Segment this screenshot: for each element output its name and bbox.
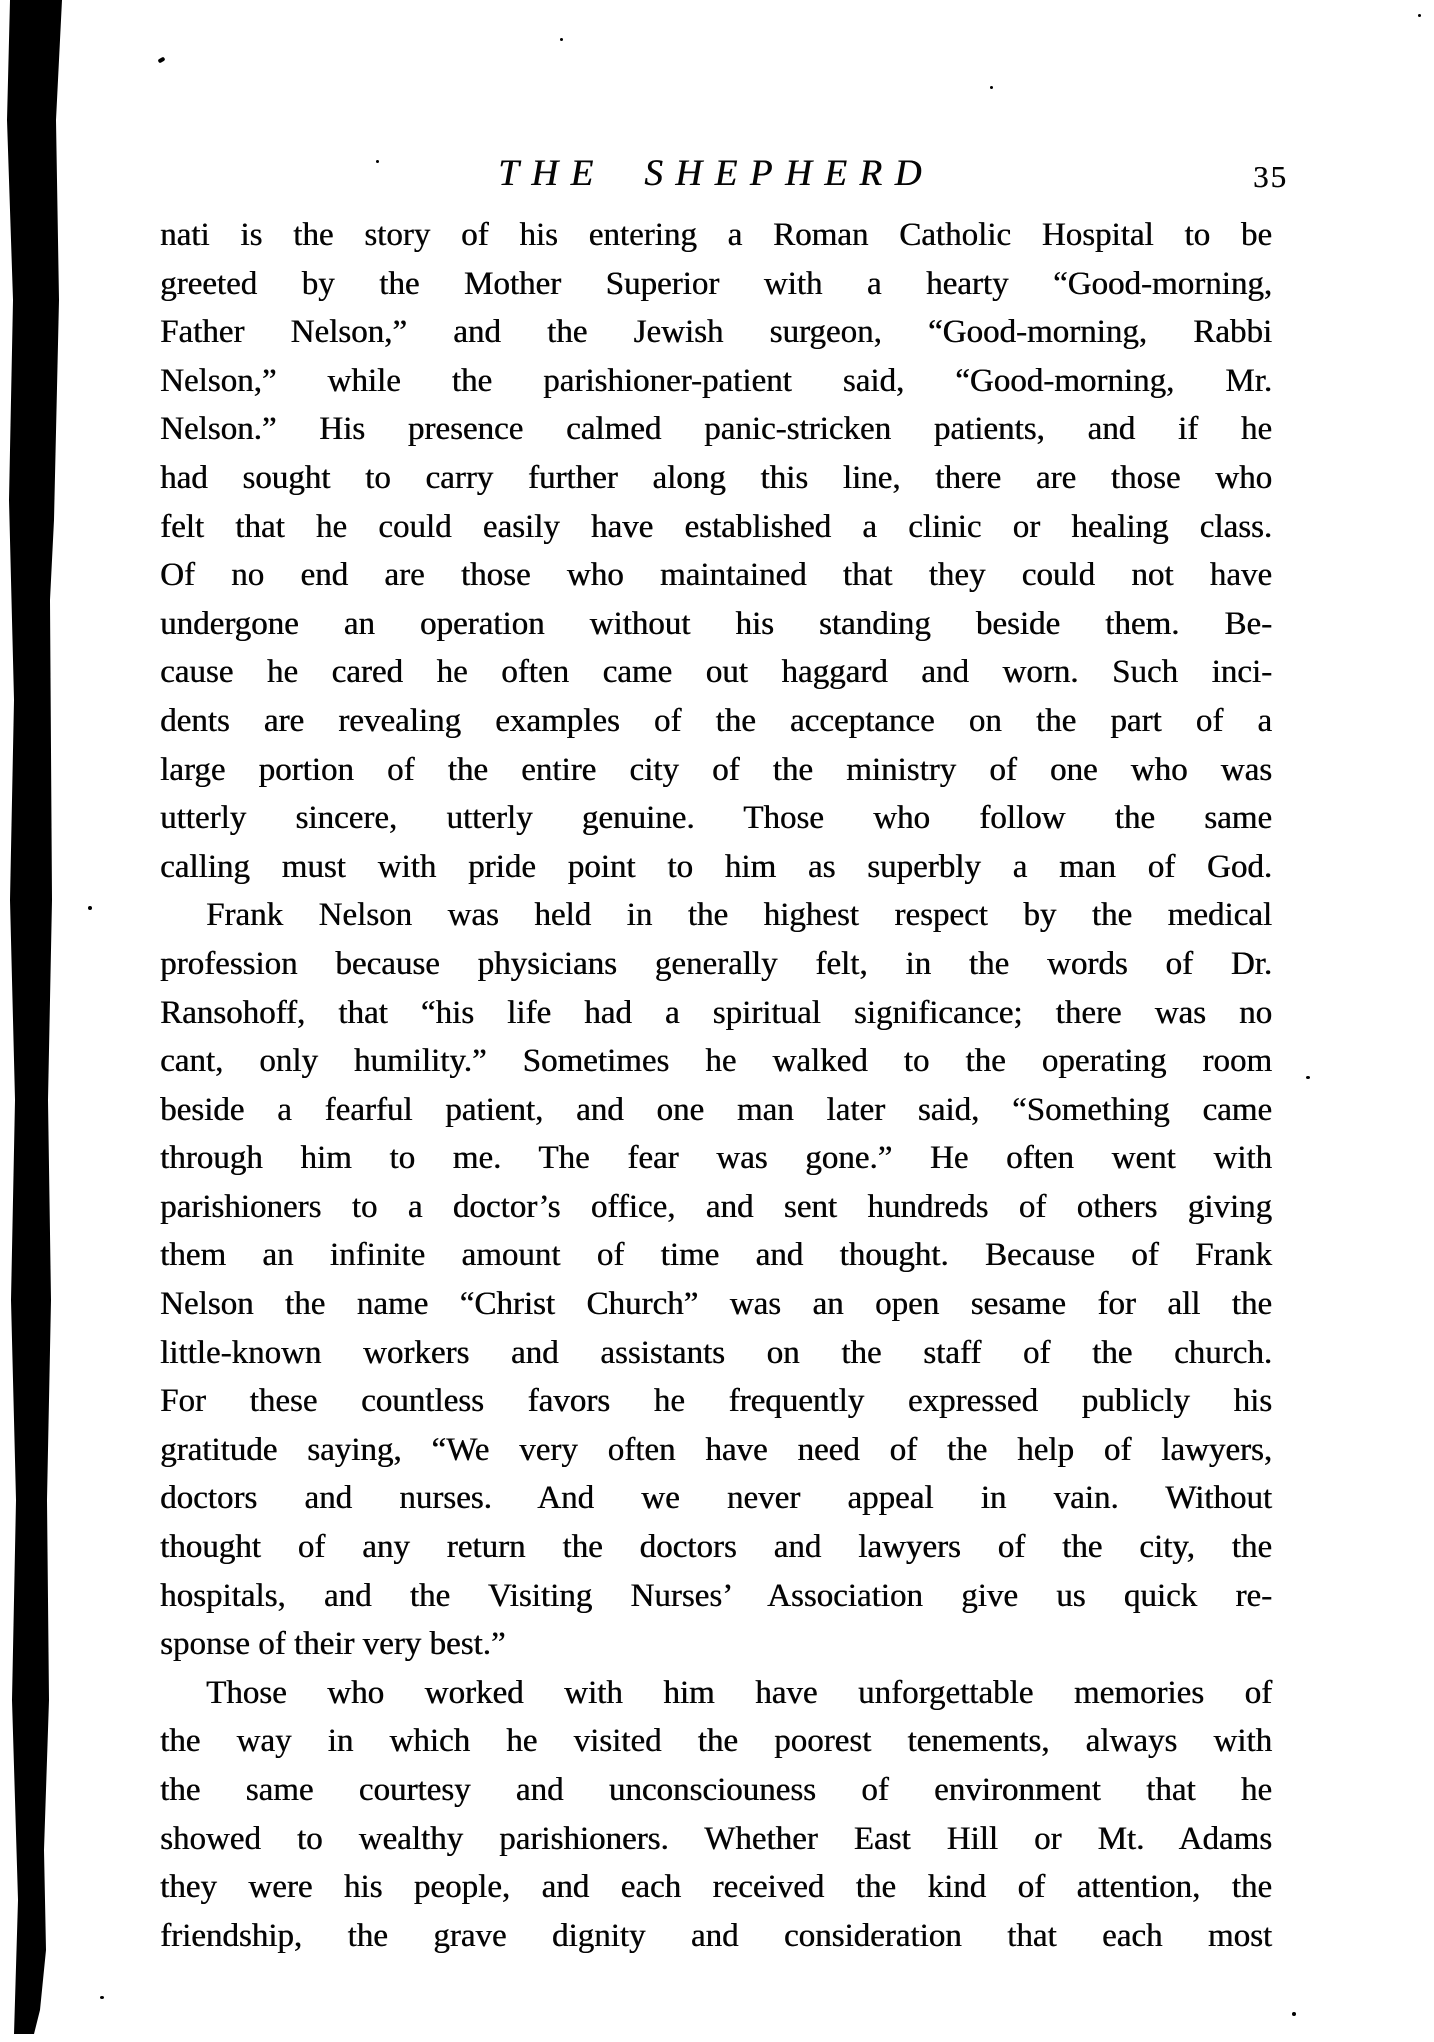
text-line: Nelson,” while the parishioner-patient said, “Good-morning, Mr. <box>160 362 1272 399</box>
text-line: showed to wealthy parishioners. Whether East Hill or Mt. Adams <box>160 1820 1272 1857</box>
text-line: the same courtesy and unconsciouness of environment that he <box>160 1772 1272 1808</box>
page-number: 35 <box>1253 159 1288 194</box>
text-line: gratitude saying, “We very often have need of the help of lawyers, <box>160 1431 1272 1468</box>
page-title: THE SHEPHERD <box>498 153 934 194</box>
page-header <box>160 152 1288 204</box>
text-line: they were his people, and each received the kind of attention, the <box>160 1869 1272 1906</box>
text-line: Those who worked with him have unforgettable memories of <box>206 1674 1272 1711</box>
paragraph <box>160 891 1272 1669</box>
paragraph <box>160 1669 1272 1961</box>
scan-speck <box>560 38 563 41</box>
text-line: Of no end are those who maintained that they could not have <box>160 557 1272 594</box>
text-line: cause he cared he often came out haggard and worn. Such inci- <box>160 654 1272 691</box>
text-line: nati is the story of his entering a Roman Catholic Hospital to be <box>160 217 1272 253</box>
body-text <box>160 211 1272 1960</box>
text-line: Ransohoff, that “his life had a spiritual significance; there was no <box>160 994 1272 1031</box>
scan-speck <box>88 906 92 910</box>
text-line: dents are revealing examples of the acceptance on the part of a <box>160 702 1272 739</box>
scan-speck <box>990 86 993 89</box>
text-line: the way in which he visited the poorest tenements, always with <box>160 1723 1272 1760</box>
text-line: calling must with pride point to him as superbly a man of God. <box>160 848 1272 885</box>
text-line: Frank Nelson was held in the highest respect by the medical <box>206 897 1272 934</box>
text-line: thought of any return the doctors and lawyers of the city, the <box>160 1529 1272 1566</box>
text-line: doctors and nurses. And we never appeal in vain. Without <box>160 1480 1272 1517</box>
scan-speck <box>1292 2012 1296 2016</box>
text-line: utterly sincere, utterly genuine. Those who follow the same <box>160 800 1272 837</box>
text-line: had sought to carry further along this line, there are those who <box>160 459 1272 496</box>
scan-speck <box>157 57 165 64</box>
text-line: Nelson the name “Christ Church” was an open sesame for all the <box>160 1286 1272 1323</box>
text-line: hospitals, and the Visiting Nurses’ Association give us quick re- <box>160 1577 1272 1614</box>
text-line: friendship, the grave dignity and consideration that each most <box>160 1917 1272 1954</box>
text-line: profession because physicians generally felt, in the words of Dr. <box>160 945 1272 982</box>
text-line: parishioners to a doctor’s office, and sent hundreds of others giving <box>160 1188 1272 1225</box>
scan-speck <box>376 160 379 163</box>
text-line: cant, only humility.” Sometimes he walked to the operating room <box>160 1043 1272 1080</box>
text-line: felt that he could easily have established a clinic or healing class. <box>160 508 1272 545</box>
text-line: sponse of their very best.” <box>160 1626 506 1663</box>
text-line: beside a fearful patient, and one man later said, “Something came <box>160 1091 1272 1128</box>
text-line: little-known workers and assistants on the staff of the church. <box>160 1334 1272 1371</box>
text-line: them an infinite amount of time and thought. Because of Frank <box>160 1237 1272 1274</box>
text-line: large portion of the entire city of the ministry of one who was <box>160 751 1272 788</box>
scan-speck <box>1418 14 1421 17</box>
text-line: Father Nelson,” and the Jewish surgeon, “Good-morning, Rabbi <box>160 314 1272 351</box>
text-line: greeted by the Mother Superior with a hearty “Good-morning, <box>160 265 1272 302</box>
paragraph <box>160 211 1272 891</box>
scan-speck <box>1306 1076 1310 1079</box>
text-line: through him to me. The fear was gone.” He often went with <box>160 1140 1272 1177</box>
text-line: Nelson.” His presence calmed panic-stricken patients, and if he <box>160 411 1272 448</box>
text-line: undergone an operation without his standing beside them. Be- <box>160 605 1272 642</box>
scan-speck <box>100 1996 104 1999</box>
scan-gutter-shadow <box>4 0 62 2034</box>
text-line: For these countless favors he frequently expressed publicly his <box>160 1383 1272 1420</box>
